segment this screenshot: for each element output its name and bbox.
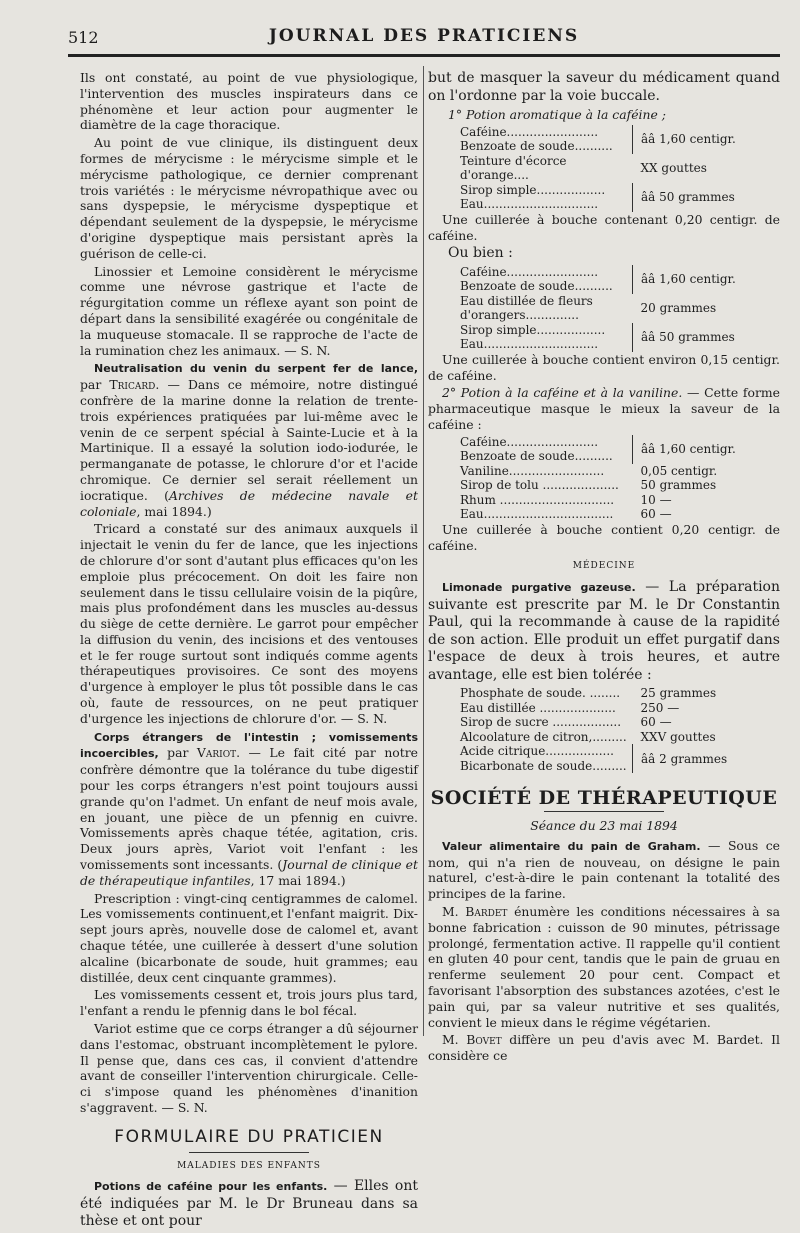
quantity: 60 — [640,715,672,730]
formula-row [428,701,780,716]
ingredient: Vaniline......................... [460,463,605,478]
ingredient: Eau.............................. [428,197,633,212]
ingredient: Rhum .............................. [460,492,615,507]
formula-row [428,686,780,701]
byline-par: par [80,377,110,393]
author-name: Tricard [109,377,156,393]
quantity: 50 grammes [640,478,717,493]
article-heading: Valeur alimentaire du pain de Graham. [442,839,701,853]
article-text: diffère un peu d'avis avec M. Bardet. Il considère ce [428,1032,780,1064]
quantity: 60 — [640,507,672,522]
formula-title-text: 1° Potion aromatique à la caféine ; [448,107,666,122]
formula-note: Une cuillerée à bouche contient environ 0,15 centigr. de caféine. [428,351,780,383]
quantity: ââ 50 grammes [641,330,735,345]
quantity: 0,05 centigr. [640,463,718,478]
formula-table [428,686,780,773]
ingredient: Eau distillée .................... [460,700,616,715]
formula-row [428,507,780,522]
right-column [428,70,780,1066]
quantity: ââ 2 grammes [641,751,728,766]
ingredient: Sirop simple.................. [428,323,633,338]
person-name: M. Bovet [442,1032,502,1048]
article-variot [80,729,418,889]
quantity: ââ 1,60 centigr. [641,132,736,147]
title-rule [189,1152,309,1153]
ingredient: Alcoolature de citron,......... [460,729,627,744]
quantity: 10 — [640,492,672,507]
article-heading: Corps étrangers de l'intestin ; vomissements incoercibles, [80,730,418,761]
article-text: . — Dans ce mémoire, notre distingué confrère de la marine donne la relation de trente-trois expériences pratiquées par lui-même avec le venin de ce serpent spécial à Sainte-Lucie et à la Martinique. Il a essayé la solution iodo-iodurée, le permanganate de potasse, le chlorure d'or et l'acide chromique. Ce dernier sel serait réellement un iocratique. ( [80,377,419,503]
page-header [68,24,780,57]
formula-table [428,265,780,352]
ingredient: Acide citrique.................. [428,744,633,759]
paragraph: Prescription : vingt-cinq centigrammes de calomel. Les vomissements continuent,et l'enfant maigrit. Dix-sept jours après, nouvelle dose de calomel et, avant chaque tétée, une cuillerée à dessert d'une solution alcaline (bicarbonate de soude, huit grammes; eau distillée, deux cent cinquante grammes). [80,890,418,985]
formula-row [428,125,780,140]
article-heading: Limonade purgative gazeuse. [442,581,636,595]
reference-date: , mai 1894.) [136,503,212,519]
title-rule [544,811,664,812]
ingredient: Caféine........................ [428,265,633,280]
formula-intro-text: — Cette forme pharmaceutique masque le mieux la saveur de la caféine : [428,385,780,433]
article-text: — Sous ce nom, qui n'a rien de nouveau, on désigne le pain naturel, c'est-à-dire le pain contenant la totalité des principes de la farine. [428,837,780,902]
formula-row [428,464,780,479]
formula-title-text: 2° Potion à la caféine et à la vaniline. [442,385,683,401]
ingredient: Eau.................................. [460,507,614,522]
left-column [80,70,418,1233]
limonade-paragraph [428,579,780,684]
author-name: Variot [196,745,237,761]
formula-row [428,154,780,183]
potions-paragraph [80,1178,418,1231]
journal-reference: Journal de clinique et de thérapeutique infantiles [80,857,418,888]
article-heading: Neutralisation du venin du serpent fer de lance, [94,362,418,376]
article-tricard [80,360,418,519]
page-number: 512 [68,28,99,47]
quantity: XX gouttes [640,161,707,176]
article-heading: Potions de caféine pour les enfants. [94,1180,328,1194]
article-text: — La préparation suivante est prescrite par M. le Dr Constantin Paul, qui la recommande à cause de la rapidité de son action. Elle produit un effet purgatif dans l'espace de deux à trois heures, et autre avantage, elle est bien tolérée : [428,579,780,683]
person-name: M. Bardet [442,904,508,920]
paragraph: Au point de vue clinique, ils distinguent deux formes de mérycisme : le mérycisme simple et le mérycisme pathologique, ce dernier comprenant trois variétés : le mérycisme névropathique avec ou sans dyspepsie, le mérycisme dyspeptique et dépendant seulement de la dyspepsie, le mérycisme d'origine dyspeptique mais persistant après la guérison de celle-ci. [80,135,418,261]
formula-row [428,715,780,730]
paragraph: Tricard a constaté sur des animaux auxquels il injectait le venin du fer de lance, que les injections de chlorure d'or sont d'autant plus efficaces qu'on les emploie plus précocement. On doit les faire non seulement dans le tissu cellulaire voisin de la piqûre, mais plus profondément dans les muscles au-dessus du siège de cette dernière. Le garrot pour empêcher la diffusion du venin, des incisions et des ventouses et le fer rouge surtout sont indiqués comme agents thérapeutiques provisoires. Ce sont des moyens d'urgence à employer le plus tôt possible dans le cas où, faute de ressources, on ne peut pratiquer d'urgence les injections de chlorure d'or. — S. N. [80,521,418,726]
ingredient: Teinture d'écorce d'orange.... [460,153,567,183]
quantity: ââ 1,60 centigr. [641,272,736,287]
formula-title [428,107,780,123]
ingredient: Eau distillée de fleurs d'orangers.............. [460,293,593,323]
article-text: . — Le fait cité par notre confrère démontre que la tolérance du tube digestif pour les corps étrangers n'est point toujours aussi grande qu'on l'admet. Un enfant de neuf mois avale, en jouant, une pièce de un pfennig en cuivre. Vomissements après chaque tétée, agitation, cris. Deux jours après, Variot voit l'enfant : les vomissements sont incessants. ( [80,745,418,873]
paragraph: Ils ont constaté, au point de vue physiologique, l'intervention des muscles inspirateurs dans ce phénomène et leur action pour augmenter le diamètre de la cage thoracique. [80,70,418,133]
ou-bien: Ou bien : [448,245,513,262]
quantity: 25 grammes [640,686,717,701]
quantity: ââ 50 grammes [641,190,735,205]
ingredient: Caféine........................ [428,435,633,450]
subsection-maladies: MALADIES DES ENFANTS [177,1160,321,1171]
ingredient: Caféine........................ [428,125,633,140]
ingredient: Benzoate de soude.......... [428,139,633,154]
formula-row [428,744,780,759]
paragraph: Les vomissements cessent et, trois jours plus tard, l'enfant a rendu le pfennig dans le bol fécal. [80,987,418,1019]
formula-row [428,323,780,338]
section-title-formulaire: FORMULAIRE DU PRATICIEN [114,1126,384,1147]
formula-note: Une cuillerée à bouche contient 0,20 centigr. de caféine. [428,521,780,553]
journal-reference: Archives de médecine navale et coloniale [80,487,418,519]
formula-row [428,478,780,493]
quantity: XXV gouttes [640,729,716,744]
ingredient: Bicarbonate de soude......... [428,759,633,774]
article-text: — Elles ont été indiquées par M. le Dr Bruneau dans sa thèse et ont pour [80,1178,418,1230]
formula-3-intro [428,385,780,432]
formula-row [428,294,780,323]
formula-row [428,435,780,450]
formula-row [428,183,780,198]
reference-date: , 17 mai 1894.) [250,872,346,888]
formula-table [428,435,780,522]
seance-date [428,818,780,834]
ingredient: Benzoate de soude.......... [428,279,633,294]
bovet-paragraph [428,1032,780,1064]
column-divider [423,66,424,1036]
quantity: 250 — [640,700,680,715]
formula-row [428,493,780,508]
formula-row [428,730,780,745]
ingredient: Benzoate de soude.......... [428,449,633,464]
article-text: énumère les conditions nécessaires à sa bonne fabrication : cuisson de 90 minutes, pétrissage prolongé, fermentation active. Il rappelle qu'il contient en gluten 40 pour cent, tandis que le pain de gruau en renferme seulement 20 pour cent. Compact et favorisant l'absorption des substances azotées, c'est le pain qui, par sa valeur nutritive et ses qualités, convient le mieux dans le régime végétarien. [428,904,780,1030]
bardet-paragraph [428,904,780,1030]
ingredient: Phosphate de soude. ........ [460,686,621,701]
paragraph: but de masquer la saveur du médicament quand on l'ordonne par la voie buccale. [428,70,780,104]
paragraph: Variot estime que ce corps étranger a dû séjourner dans l'estomac, obstruant incomplètement le pylore. Il pense que, dans ces cas, il convient d'attendre avant de conseiller l'intervention chirurgicale. Celle-ci s'impose quand les phénomènes d'inanition s'aggravent. — S. N. [80,1021,418,1115]
graham-paragraph [428,838,780,902]
section-title-societe: SOCIÉTÉ DE THÉRAPEUTIQUE [430,787,778,810]
formula-row [428,265,780,280]
subsection-medecine: MÉDECINE [572,561,636,572]
ingredient: Sirop de sucre .................. [460,715,622,730]
quantity: ââ 1,60 centigr. [641,442,736,457]
byline-par: par [158,745,197,761]
quantity: 20 grammes [640,301,717,316]
ingredient: Sirop simple.................. [428,183,633,198]
formula-note: Une cuillerée à bouche contenant 0,20 centigr. de caféine. [428,211,780,243]
seance-text: Séance du 23 mai 1894 [530,818,678,834]
ingredient: Sirop de tolu .................... [460,478,619,493]
paragraph: Linossier et Lemoine considèrent le mérycisme comme une névrose gastrique et l'acte de régurgitation comme un réflexe ayant son point de départ dans la sensibilité exagérée ou congénitale de la muqueuse stomacale. Il se rapproche de l'acte de la rumination chez les animaux. — S. N. [80,263,418,358]
formula-table [428,125,780,212]
journal-title: JOURNAL DES PRATICIENS [268,26,580,46]
ingredient: Eau.............................. [428,337,633,352]
